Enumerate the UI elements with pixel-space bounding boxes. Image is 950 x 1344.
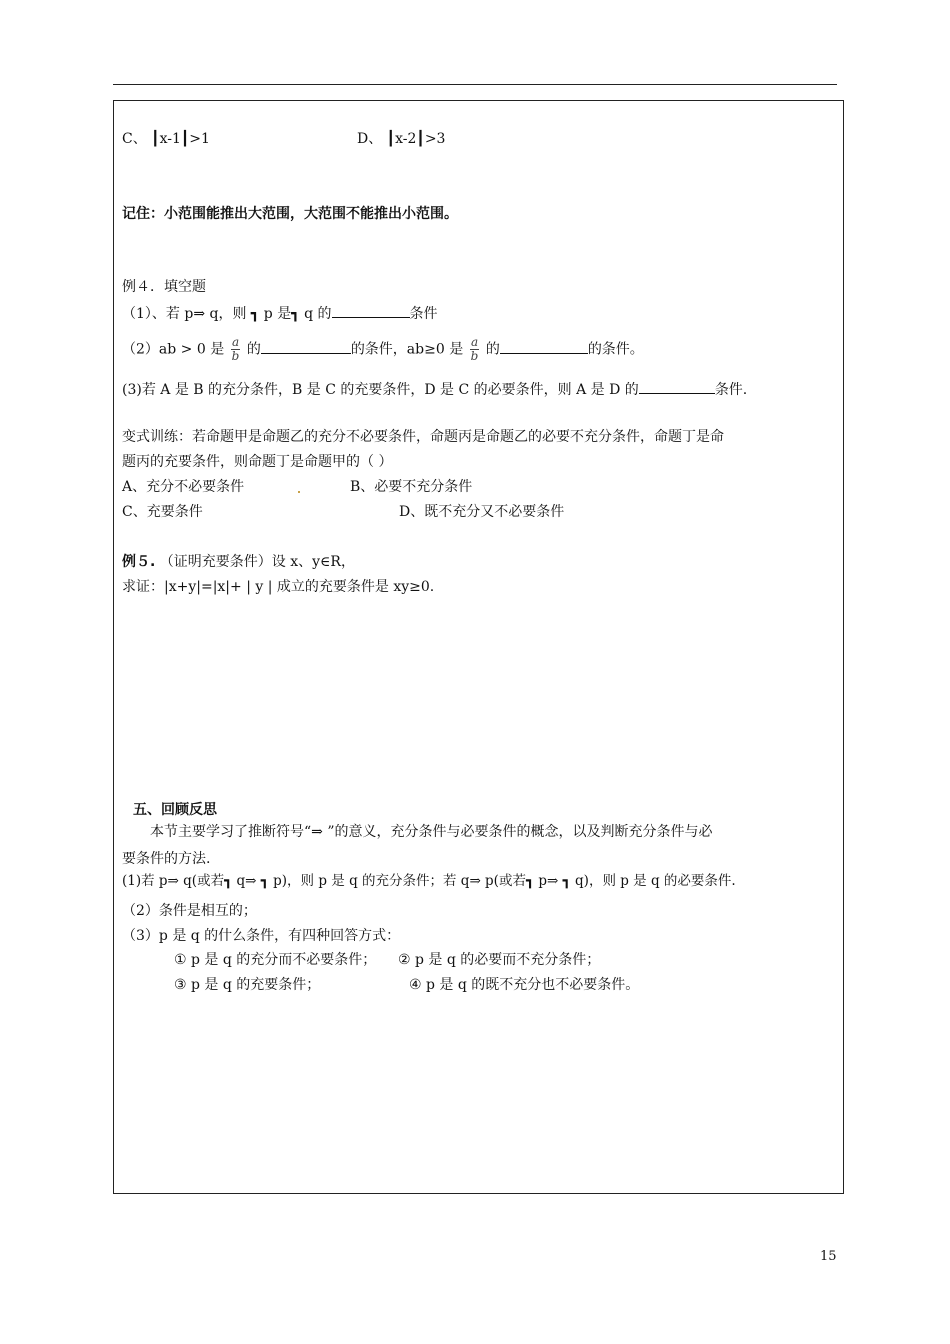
decorative-dot (298, 491, 300, 493)
q2-part2: 的 (246, 341, 261, 358)
q3-suffix: 条件. (714, 382, 748, 398)
example4-q3 (122, 378, 747, 400)
example4-q1 (122, 302, 438, 324)
q2-part1: （2）ab > 0 是 (122, 341, 225, 358)
fraction-a-over-b: $\frac{a}{b}$ (231, 335, 240, 363)
q1-text: （1）、若 p⇒ q，则 ┓ p 是┓ q 的 (122, 306, 332, 322)
q3-blank[interactable] (639, 378, 715, 394)
review-item3: （3）p 是 q 的什么条件，有四种回答方式： (122, 928, 401, 944)
review-answer-4: ④ p 是 q 的既不充分也不必要条件。 (409, 977, 640, 993)
q1-suffix: 条件 (409, 306, 438, 322)
example4-title: 例４．填空题 (122, 279, 206, 295)
variant-option-d: D、既不充分又不必要条件 (399, 504, 565, 520)
review-item2: （2）条件是相互的； (122, 903, 257, 919)
example5-label: 例５. (122, 554, 156, 570)
review-heading: 五、回顾反思 (133, 802, 217, 818)
option-c: C、 ┃x-1┃>1 (122, 131, 210, 147)
fraction-a-over-b-2: $\frac{a}{b}$ (470, 335, 479, 363)
example5-prove: 求证：|x+y|=|x|+ | y | 成立的充要条件是 xy≥0. (122, 579, 435, 595)
content-frame (113, 100, 844, 1194)
remember-note: 记住：小范围能推出大范围，大范围不能推出小范围。 (122, 206, 458, 222)
review-answer-1: ① p 是 q 的充分而不必要条件； (174, 952, 377, 968)
variant-option-a: A、充分不必要条件 (122, 479, 245, 495)
example4-q2 (122, 336, 644, 363)
variant-line2: 题丙的充要条件，则命题丁是命题甲的（ ） (122, 454, 393, 470)
example5-line (122, 552, 355, 572)
review-item1: (1)若 p⇒ q(或若┓ q⇒ ┓ p)，则 p 是 q 的充分条件；若 q⇒ p(或若┓ p⇒ ┓ q)，则 p 是 q 的必要条件. (122, 873, 736, 889)
header-rule (113, 84, 837, 85)
variant-option-b: B、必要不充分条件 (350, 479, 473, 495)
variant-line1: 变式训练：若命题甲是命题乙的充分不必要条件，命题丙是命题乙的必要不充分条件，命题丁是命 (122, 429, 724, 445)
q2-part4: 的 (485, 341, 500, 358)
example5-text: （证明充要条件）设 x、y∈R， (159, 554, 355, 570)
review-para-line2: 要条件的方法. (122, 851, 211, 867)
q2-part3: 的条件，ab≥0 是 (350, 341, 464, 358)
q2-blank-2[interactable] (500, 338, 588, 354)
q3-text: (3)若 A 是 B 的充分条件，B 是 C 的充要条件，D 是 C 的必要条件，则 A 是 D 的 (122, 382, 639, 398)
q1-blank[interactable] (332, 302, 410, 318)
variant-option-c: C、充要条件 (122, 504, 203, 520)
q2-blank-1[interactable] (261, 338, 351, 354)
review-answer-3: ③ p 是 q 的充要条件； (174, 977, 321, 993)
review-answer-2: ② p 是 q 的必要而不充分条件； (398, 952, 601, 968)
option-d: D、 ┃x-2┃>3 (357, 131, 446, 147)
q2-part5: 的条件。 (587, 341, 644, 358)
page-number: 15 (820, 1249, 837, 1264)
review-para-line1: 本节主要学习了推断符号“⇒ ”的意义，充分条件与必要条件的概念，以及判断充分条件与必 (150, 824, 713, 840)
